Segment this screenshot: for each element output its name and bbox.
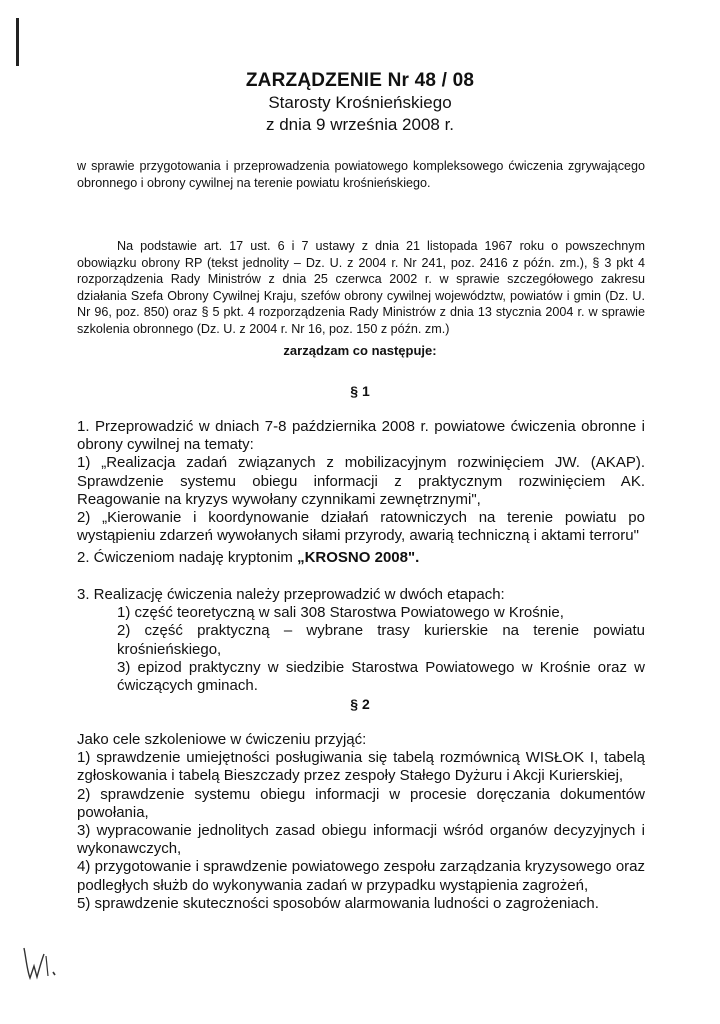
decree-phrase: zarządzam co następuje: (283, 343, 437, 358)
margin-mark (16, 18, 19, 66)
item-2-prefix: 2. Ćwiczeniom nadaję kryptonim (77, 549, 298, 566)
handwritten-initials (20, 944, 74, 984)
item-1-intro: 1. Przeprowadzić w dniach 7-8 października 2008 r. powiatowe ćwiczenia obronne i obrony cywilnej na tematy: (77, 418, 645, 454)
codename: „KROSNO 2008". (297, 549, 420, 566)
goal-item: 3) wypracowanie jednolitych zasad obiegu informacji wśród organów decyzyjnych i wykonawczych, (77, 822, 645, 858)
stage-item: 2) część praktyczną – wybrane trasy kurierskie na terenie powiatu krośnieńskiego, (117, 622, 645, 658)
section-2-heading: § 2 (350, 696, 370, 712)
legal-basis-paragraph: Na podstawie art. 17 ust. 6 i 7 ustawy z dnia 21 listopada 1967 roku o powszechnym obowiązku obrony RP (tekst jednolity – Dz. U. z 2004 r. Nr 241, poz. 2416 z późn. zm.), § 3 pkt 4 rozporządzenia Rady Ministrów z dnia 25 czerwca 2002 r. w sprawie szczegółowego zakresu działania Szefa Obrony Cywilnej Kraju, szefów obrony cywilnej województw, powiatów i gmin (Dz. U. Nr 96, poz. 850) oraz § 5 pkt. 4 rozporządzenia Rady Ministrów z dnia 13 stycznia 2004 r. w sprawie szkolenia obronnego (Dz. U. z 2004 r. Nr 16, poz. 150 z późn. zm.) (77, 239, 645, 336)
section-2-body (77, 731, 645, 913)
stage-item: 3) epizod praktyczny w siedzibie Starostwa Powiatowego w Krośnie oraz w ćwiczących gminach. (117, 658, 645, 695)
section-1-item-2 (77, 549, 645, 567)
goal-item: 1) sprawdzenie umiejętności posługiwania się tabelą rozmównicą WISŁOK I, tabelą zgłoskowania i tabelą Bieszczady przez zespoły Stałego Dyżuru i Akcji Kurierskiej, (77, 749, 645, 785)
issuer-line: Starosty Krośnieńskiego (268, 93, 452, 112)
section-2-intro: Jako cele szkoleniowe w ćwiczeniu przyjąć: (77, 731, 367, 748)
goal-item: 4) przygotowanie i sprawdzenie powiatowego zespołu zarządzania kryzysowego oraz podległych służb do wykonywania zadań w przypadku wystąpienia zagrożeń, (77, 858, 645, 894)
date-line: z dnia 9 września 2008 r. (265, 115, 455, 134)
section-1-heading: § 1 (350, 383, 370, 399)
item-3-intro: 3. Realizację ćwiczenia należy przeprowadzić w dwóch etapach: (77, 586, 505, 603)
document-title: ZARZĄDZENIE Nr 48 / 08 (245, 70, 475, 91)
section-1-item-1 (77, 418, 645, 545)
section-1-item-3 (77, 586, 645, 695)
subject-paragraph: w sprawie przygotowania i przeprowadzenia powiatowego kompleksowego ćwiczenia zgrywającego obronnego i obrony cywilnej na terenie powiatu krośnieńskiego. (77, 159, 645, 190)
goal-item: 2) sprawdzenie systemu obiegu informacji w procesie doręczania dokumentów powołania, (77, 785, 645, 821)
topic-2: 2) „Kierowanie i koordynowanie działań ratowniczych na terenie powiatu po wystąpieniu zdarzeń wywołanych siłami przyrody, awarią techniczną i aktami terroru" (77, 509, 645, 545)
topic-1: 1) „Realizacja zadań związanych z mobilizacyjnym rozwinięciem JW. (AKAP). Sprawdzenie systemu obiegu informacji z praktycznym rozwinięciem AK. Reagowanie na kryzys wywołany czynnikami zewnętrznymi", (77, 454, 645, 508)
stages-list (77, 604, 645, 695)
stage-item: 1) część teoretyczną w sali 308 Starostwa Powiatowego w Krośnie, (117, 604, 564, 622)
goal-item: 5) sprawdzenie skuteczności sposobów alarmowania ludności o zagrożeniach. (77, 894, 599, 912)
